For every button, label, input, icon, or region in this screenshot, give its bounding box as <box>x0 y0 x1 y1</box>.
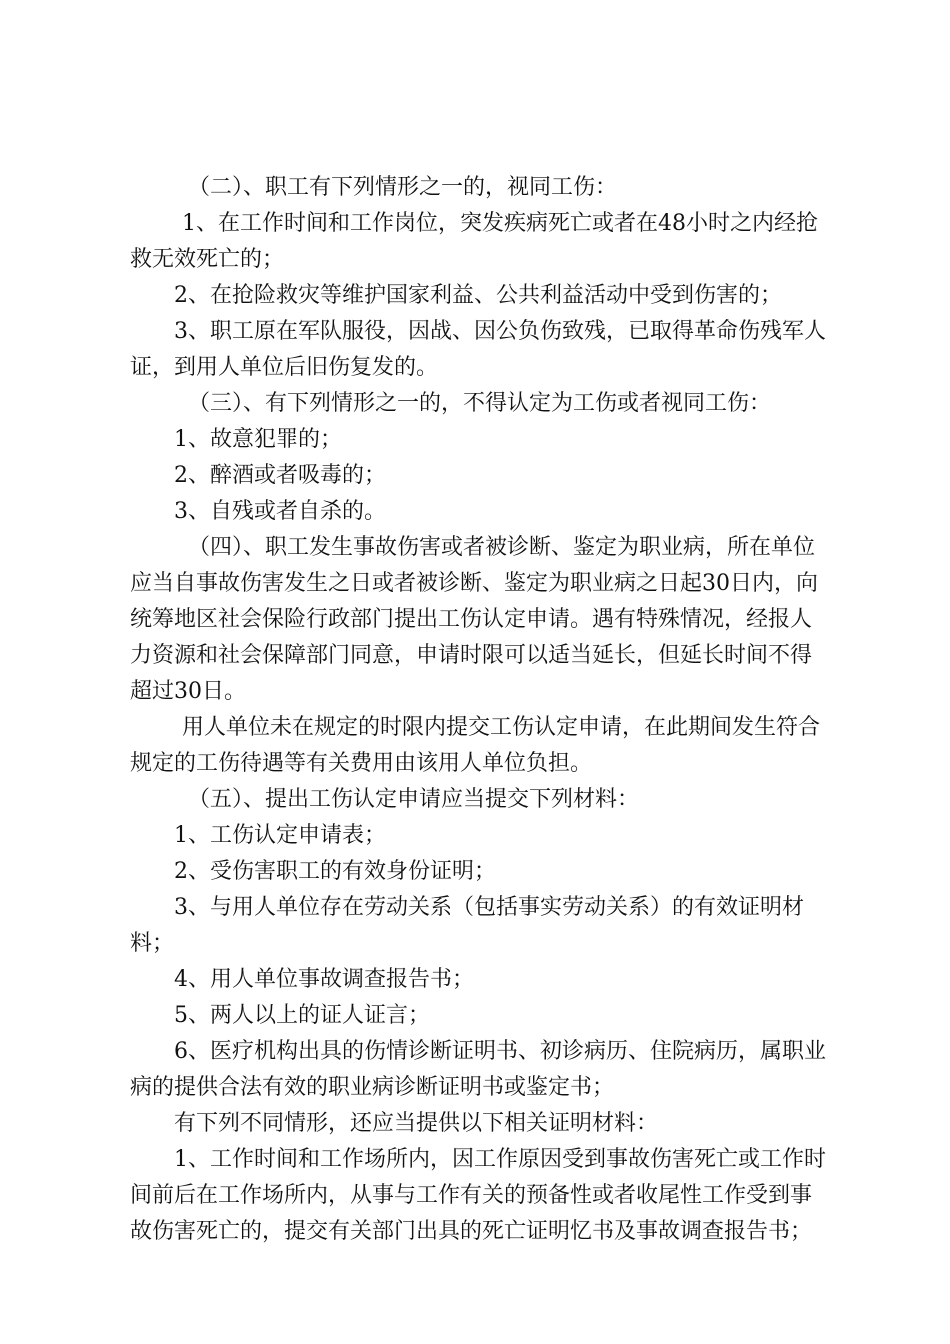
section-heading-2: （二）、职工有下列情形之一的，视同工伤： <box>188 175 618 200</box>
paragraph: 有下列不同情形，还应当提供以下相关证明材料： <box>174 1111 659 1136</box>
paragraph: 3、职工原在军队服役，因战、因公负伤致残，已取得革命伤残军人证，到用人单位后旧伤复发的。 <box>130 319 826 380</box>
paragraph: 2、在抢险救灾等维护国家利益、公共利益活动中受到伤害的； <box>174 283 782 308</box>
list-item: 1、故意犯罪的； <box>174 427 342 452</box>
list-item: 5、两人以上的证人证言； <box>174 1003 430 1028</box>
list-item: 2、醉酒或者吸毒的； <box>174 463 386 488</box>
list-item: 3、与用人单位存在劳动关系（包括事实劳动关系）的有效证明材料； <box>130 895 804 956</box>
paragraph: 1、在工作时间和工作岗位，突发疾病死亡或者在48小时之内经抢救无效死亡的； <box>130 211 818 272</box>
list-item: 2、受伤害职工的有效身份证明； <box>174 859 496 884</box>
document-body <box>130 170 830 1250</box>
paragraph: 用人单位未在规定的时限内提交工伤认定申请，在此期间发生符合规定的工伤待遇等有关费用由该用人单位负担。 <box>130 715 821 776</box>
section-heading-3: （三）、有下列情形之一的，不得认定为工伤或者视同工伤： <box>188 391 772 416</box>
list-item: 6、医疗机构出具的伤情诊断证明书、初诊病历、住院病历，属职业病的提供合法有效的职业病诊断证明书或鉴定书； <box>130 1039 826 1100</box>
section-heading-5: （五）、提出工伤认定申请应当提交下列材料： <box>188 787 640 812</box>
list-item: 4、用人单位事故调查报告书； <box>174 967 474 992</box>
section-heading-4: （四）、职工发生事故伤害或者被诊断、鉴定为职业病，所在单位应当自事故伤害发生之日或者被诊断、鉴定为职业病之日起30日内，向统筹地区社会保险行政部门提出工伤认定申请。遇有特殊情况，经报人力资源和社会保障部门同意，申请时限可以适当延长，但延长时间不得超过30日。 <box>130 535 818 704</box>
list-item: 1、工伤认定申请表； <box>174 823 386 848</box>
list-item: 1、工作时间和工作场所内，因工作原因受到事故伤害死亡或工作时间前后在工作场所内，从事与工作有关的预备性或者收尾性工作受到事故伤害死亡的，提交有关部门出具的死亡证明忆书及事故调查报告书； <box>130 1147 826 1244</box>
list-item: 3、自残或者自杀的。 <box>174 499 386 524</box>
